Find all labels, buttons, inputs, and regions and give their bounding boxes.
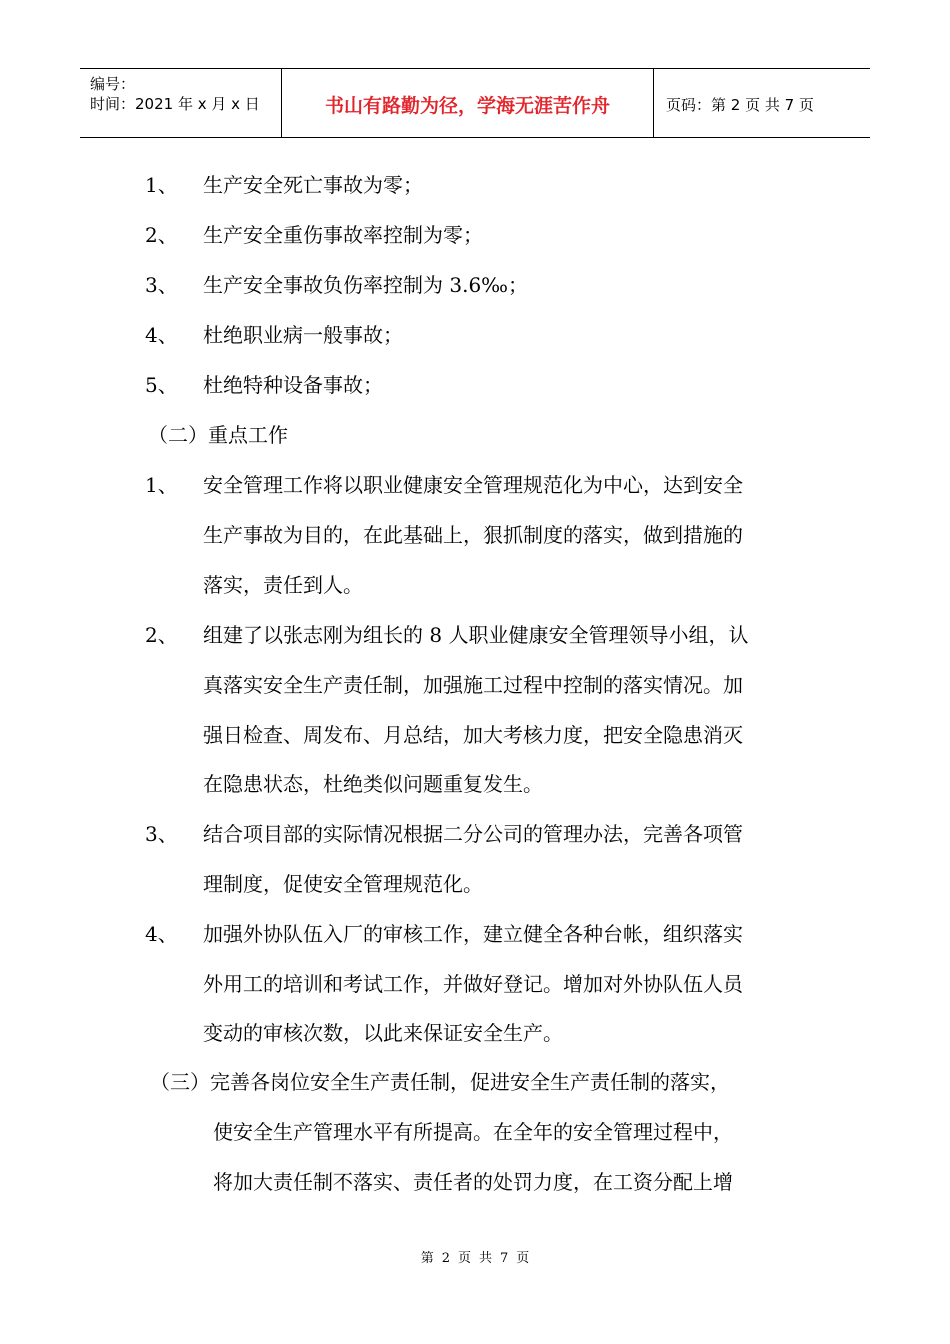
target-num: 5、 bbox=[145, 373, 178, 397]
section-heading: （二）重点工作 bbox=[148, 423, 288, 447]
header-meta-cell bbox=[80, 69, 282, 137]
section-line: 将加大责任制不落实、责任者的处罚力度，在工资分配上增 bbox=[213, 1170, 733, 1194]
section-line: 使安全生产管理水平有所提高。在全年的安全管理过程中， bbox=[213, 1120, 733, 1144]
work-line: 真落实安全生产责任制，加强施工过程中控制的落实情况。加 bbox=[203, 673, 743, 697]
target-text: 生产安全死亡事故为零； bbox=[203, 173, 423, 197]
header-page-cell bbox=[654, 69, 870, 137]
motto: 书山有路勤为径，学海无涯苦作舟 bbox=[324, 95, 610, 117]
header-motto-cell bbox=[282, 69, 654, 137]
code-label: 编号： bbox=[90, 75, 136, 93]
page-header bbox=[80, 68, 870, 138]
section-heading: （三）完善各岗位安全生产责任制，促进安全生产责任制的落实， bbox=[150, 1070, 730, 1094]
work-line: 落实，责任到人。 bbox=[203, 573, 363, 597]
work-line: 外用工的培训和考试工作，并做好登记。增加对外协队伍人员 bbox=[203, 972, 743, 996]
page-footer bbox=[0, 1247, 950, 1266]
work-num: 1、 bbox=[145, 473, 178, 497]
target-num: 2、 bbox=[145, 223, 178, 247]
target-text: 杜绝职业病一般事故； bbox=[203, 323, 403, 347]
work-num: 2、 bbox=[145, 623, 178, 647]
work-line: 加强外协队伍入厂的审核工作，建立健全各种台帐，组织落实 bbox=[203, 922, 743, 946]
target-text: 杜绝特种设备事故； bbox=[203, 373, 383, 397]
work-line: 结合项目部的实际情况根据二分公司的管理办法，完善各项管 bbox=[203, 822, 743, 846]
work-line: 变动的审核次数，以此来保证安全生产。 bbox=[203, 1021, 563, 1045]
target-text: 生产安全重伤事故率控制为零； bbox=[203, 223, 483, 247]
work-line: 生产事故为目的，在此基础上，狠抓制度的落实，做到措施的 bbox=[203, 523, 743, 547]
page-label: 页码：第 2 页 共 7 页 bbox=[666, 96, 814, 114]
footer-text: 页 bbox=[457, 1251, 471, 1266]
footer-text: 7 bbox=[500, 1251, 509, 1266]
target-num: 1、 bbox=[145, 173, 178, 197]
work-line: 理制度，促使安全管理规范化。 bbox=[203, 872, 483, 896]
work-num: 4、 bbox=[145, 922, 178, 946]
work-line: 安全管理工作将以职业健康安全管理规范化为中心，达到安全 bbox=[203, 473, 743, 497]
work-line: 组建了以张志刚为组长的 8 人职业健康安全管理领导小组，认 bbox=[203, 623, 749, 647]
footer-text: 共 bbox=[479, 1251, 493, 1266]
work-line: 强日检查、周发布、月总结，加大考核力度，把安全隐患消灭 bbox=[203, 723, 743, 747]
target-num: 4、 bbox=[145, 323, 178, 347]
time-label: 时间：2021 年 x 月 x 日 bbox=[90, 95, 260, 113]
target-text: 生产安全事故负伤率控制为 3.6‰； bbox=[203, 273, 528, 297]
work-num: 3、 bbox=[145, 822, 178, 846]
footer-text: 页 bbox=[516, 1251, 530, 1266]
footer-text: 2 bbox=[441, 1251, 450, 1266]
footer-text: 第 bbox=[420, 1251, 434, 1266]
work-line: 在隐患状态，杜绝类似问题重复发生。 bbox=[203, 772, 543, 796]
target-num: 3、 bbox=[145, 273, 178, 297]
